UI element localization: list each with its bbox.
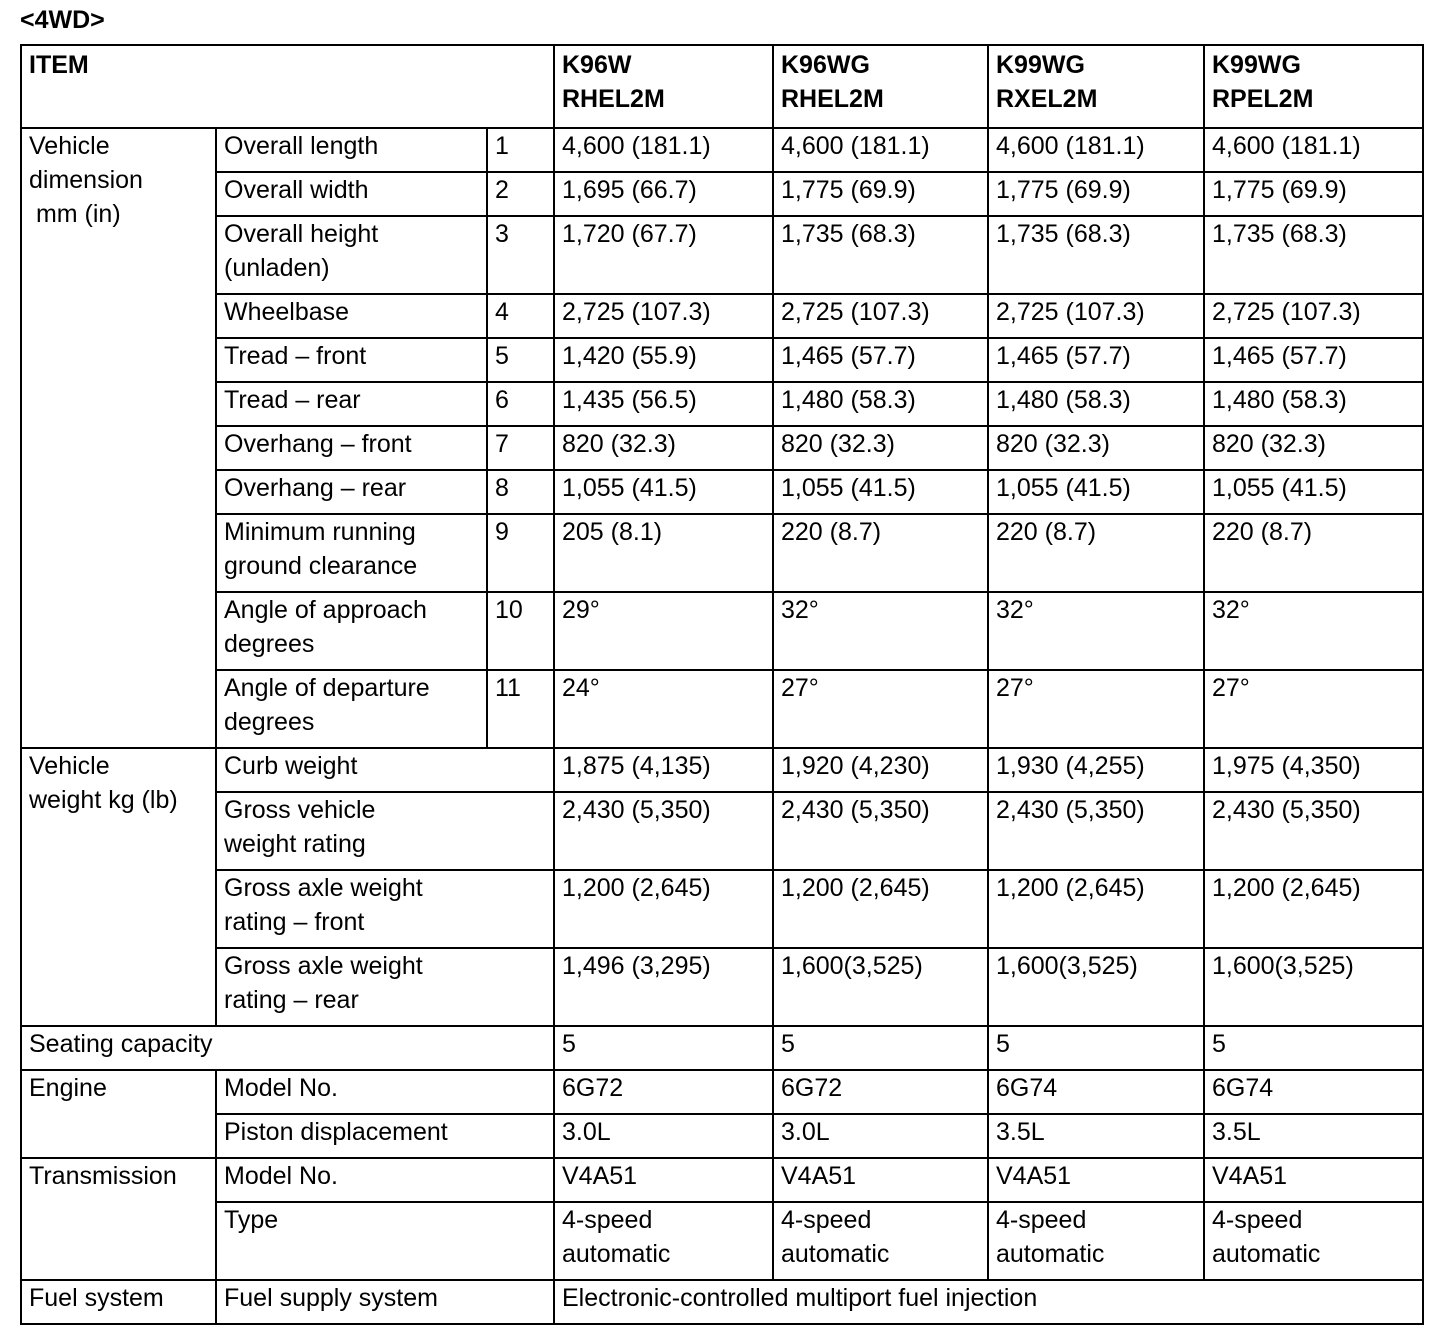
cell-value: V4A51 — [773, 1158, 988, 1202]
row-label: Overall height (unladen) — [216, 216, 487, 294]
cell-value: 2,430 (5,350) — [1204, 792, 1423, 870]
table-row — [21, 1026, 1423, 1070]
header-model-1: K96W RHEL2M — [554, 45, 773, 128]
row-label: Type — [216, 1202, 554, 1280]
cell-value: 2,430 (5,350) — [988, 792, 1204, 870]
table-row — [21, 294, 1423, 338]
cell-value: 1,480 (58.3) — [988, 382, 1204, 426]
table-row — [21, 426, 1423, 470]
cell-value: 5 — [988, 1026, 1204, 1070]
cell-value: 1,465 (57.7) — [773, 338, 988, 382]
row-number: 3 — [487, 216, 554, 294]
cell-value: 4,600 (181.1) — [988, 128, 1204, 172]
spec-table — [20, 44, 1424, 1325]
group-engine: Engine — [21, 1070, 216, 1158]
row-number: 1 — [487, 128, 554, 172]
row-label: Overhang – rear — [216, 470, 487, 514]
table-row — [21, 338, 1423, 382]
table-row — [21, 1280, 1423, 1324]
cell-value: 3.0L — [773, 1114, 988, 1158]
row-label: Fuel supply system — [216, 1280, 554, 1324]
cell-value: 1,600(3,525) — [773, 948, 988, 1026]
row-number: 2 — [487, 172, 554, 216]
row-number: 9 — [487, 514, 554, 592]
cell-value: 2,725 (107.3) — [554, 294, 773, 338]
row-number: 8 — [487, 470, 554, 514]
table-row — [21, 470, 1423, 514]
cell-value: 1,775 (69.9) — [988, 172, 1204, 216]
table-row — [21, 1202, 1423, 1280]
cell-value: 220 (8.7) — [1204, 514, 1423, 592]
cell-value: 6G74 — [1204, 1070, 1423, 1114]
cell-value: 6G74 — [988, 1070, 1204, 1114]
cell-value: 1,055 (41.5) — [988, 470, 1204, 514]
row-label: Angle of approach degrees — [216, 592, 487, 670]
row-label: Overall length — [216, 128, 487, 172]
cell-value: 4,600 (181.1) — [554, 128, 773, 172]
cell-value: 27° — [1204, 670, 1423, 748]
cell-value: 1,735 (68.3) — [773, 216, 988, 294]
cell-value: 4-speed automatic — [773, 1202, 988, 1280]
row-number: 4 — [487, 294, 554, 338]
cell-value: 1,600(3,525) — [1204, 948, 1423, 1026]
row-number: 5 — [487, 338, 554, 382]
row-label: Angle of departure degrees — [216, 670, 487, 748]
cell-value: 1,775 (69.9) — [773, 172, 988, 216]
cell-value: 29° — [554, 592, 773, 670]
cell-value: 1,480 (58.3) — [773, 382, 988, 426]
cell-value: 1,975 (4,350) — [1204, 748, 1423, 792]
header-model-2: K96WG RHEL2M — [773, 45, 988, 128]
table-row — [21, 216, 1423, 294]
cell-value: 6G72 — [554, 1070, 773, 1114]
cell-value: 1,200 (2,645) — [988, 870, 1204, 948]
cell-value: 1,200 (2,645) — [1204, 870, 1423, 948]
cell-value: V4A51 — [1204, 1158, 1423, 1202]
group-vehicle-dimension: Vehicle dimension mm (in) — [21, 128, 216, 748]
cell-value: 1,200 (2,645) — [554, 870, 773, 948]
row-label: Model No. — [216, 1158, 554, 1202]
row-number: 7 — [487, 426, 554, 470]
row-label: Minimum running ground clearance — [216, 514, 487, 592]
table-row — [21, 870, 1423, 948]
cell-value: V4A51 — [554, 1158, 773, 1202]
cell-value: 3.0L — [554, 1114, 773, 1158]
cell-value: 1,055 (41.5) — [1204, 470, 1423, 514]
cell-value: 27° — [773, 670, 988, 748]
row-label: Gross axle weight rating – rear — [216, 948, 554, 1026]
cell-value: 2,430 (5,350) — [773, 792, 988, 870]
cell-value: 3.5L — [988, 1114, 1204, 1158]
cell-value: 24° — [554, 670, 773, 748]
row-label: Overhang – front — [216, 426, 487, 470]
row-number: 6 — [487, 382, 554, 426]
cell-value: 1,420 (55.9) — [554, 338, 773, 382]
row-label: Seating capacity — [21, 1026, 554, 1070]
group-vehicle-weight: Vehicle weight kg (lb) — [21, 748, 216, 1026]
row-label: Wheelbase — [216, 294, 487, 338]
cell-value: 1,465 (57.7) — [1204, 338, 1423, 382]
cell-value: V4A51 — [988, 1158, 1204, 1202]
cell-value: 1,695 (66.7) — [554, 172, 773, 216]
cell-value: 1,735 (68.3) — [988, 216, 1204, 294]
table-row — [21, 1158, 1423, 1202]
table-row — [21, 748, 1423, 792]
row-label: Piston displacement — [216, 1114, 554, 1158]
cell-value: 1,775 (69.9) — [1204, 172, 1423, 216]
cell-value: 2,725 (107.3) — [988, 294, 1204, 338]
cell-value: 1,735 (68.3) — [1204, 216, 1423, 294]
row-number: 11 — [487, 670, 554, 748]
cell-value: 1,875 (4,135) — [554, 748, 773, 792]
cell-value: 5 — [1204, 1026, 1423, 1070]
cell-value: 220 (8.7) — [773, 514, 988, 592]
cell-value: 1,920 (4,230) — [773, 748, 988, 792]
cell-value: 820 (32.3) — [554, 426, 773, 470]
page-heading: <4WD> — [20, 6, 105, 34]
cell-value: 1,480 (58.3) — [1204, 382, 1423, 426]
table-row — [21, 128, 1423, 172]
table-row — [21, 382, 1423, 426]
row-label: Overall width — [216, 172, 487, 216]
cell-value: 1,055 (41.5) — [773, 470, 988, 514]
table-row — [21, 172, 1423, 216]
group-fuel-system: Fuel system — [21, 1280, 216, 1324]
table-row — [21, 1070, 1423, 1114]
row-label: Gross axle weight rating – front — [216, 870, 554, 948]
row-label: Gross vehicle weight rating — [216, 792, 554, 870]
table-row — [21, 1114, 1423, 1158]
cell-value: 1,930 (4,255) — [988, 748, 1204, 792]
cell-value: 5 — [773, 1026, 988, 1070]
table-row — [21, 948, 1423, 1026]
row-label: Tread – rear — [216, 382, 487, 426]
cell-value: 820 (32.3) — [773, 426, 988, 470]
table-row — [21, 514, 1423, 592]
cell-value: 27° — [988, 670, 1204, 748]
cell-value: 820 (32.3) — [1204, 426, 1423, 470]
cell-value: 32° — [773, 592, 988, 670]
cell-value: 4,600 (181.1) — [773, 128, 988, 172]
cell-value: 2,430 (5,350) — [554, 792, 773, 870]
cell-value: 4-speed automatic — [554, 1202, 773, 1280]
cell-value: 6G72 — [773, 1070, 988, 1114]
cell-value: 4-speed automatic — [988, 1202, 1204, 1280]
header-model-4: K99WG RPEL2M — [1204, 45, 1423, 128]
header-model-3: K99WG RXEL2M — [988, 45, 1204, 128]
cell-value: 5 — [554, 1026, 773, 1070]
table-row — [21, 670, 1423, 748]
cell-value: 1,720 (67.7) — [554, 216, 773, 294]
cell-value: 1,600(3,525) — [988, 948, 1204, 1026]
cell-value: 820 (32.3) — [988, 426, 1204, 470]
header-row — [21, 45, 1423, 128]
cell-value: 2,725 (107.3) — [1204, 294, 1423, 338]
cell-value: 1,055 (41.5) — [554, 470, 773, 514]
cell-value: 2,725 (107.3) — [773, 294, 988, 338]
cell-value: 4,600 (181.1) — [1204, 128, 1423, 172]
cell-value: 32° — [988, 592, 1204, 670]
cell-value: 1,496 (3,295) — [554, 948, 773, 1026]
row-label: Model No. — [216, 1070, 554, 1114]
cell-value: 4-speed automatic — [1204, 1202, 1423, 1280]
row-number: 10 — [487, 592, 554, 670]
cell-value: 3.5L — [1204, 1114, 1423, 1158]
row-label: Tread – front — [216, 338, 487, 382]
cell-value: 205 (8.1) — [554, 514, 773, 592]
table-row — [21, 592, 1423, 670]
row-label: Curb weight — [216, 748, 554, 792]
cell-value: 1,465 (57.7) — [988, 338, 1204, 382]
cell-value: Electronic-controlled multiport fuel injection — [554, 1280, 1423, 1324]
group-transmission: Transmission — [21, 1158, 216, 1280]
header-item: ITEM — [21, 45, 554, 128]
table-row — [21, 792, 1423, 870]
cell-value: 1,200 (2,645) — [773, 870, 988, 948]
cell-value: 1,435 (56.5) — [554, 382, 773, 426]
cell-value: 220 (8.7) — [988, 514, 1204, 592]
cell-value: 32° — [1204, 592, 1423, 670]
